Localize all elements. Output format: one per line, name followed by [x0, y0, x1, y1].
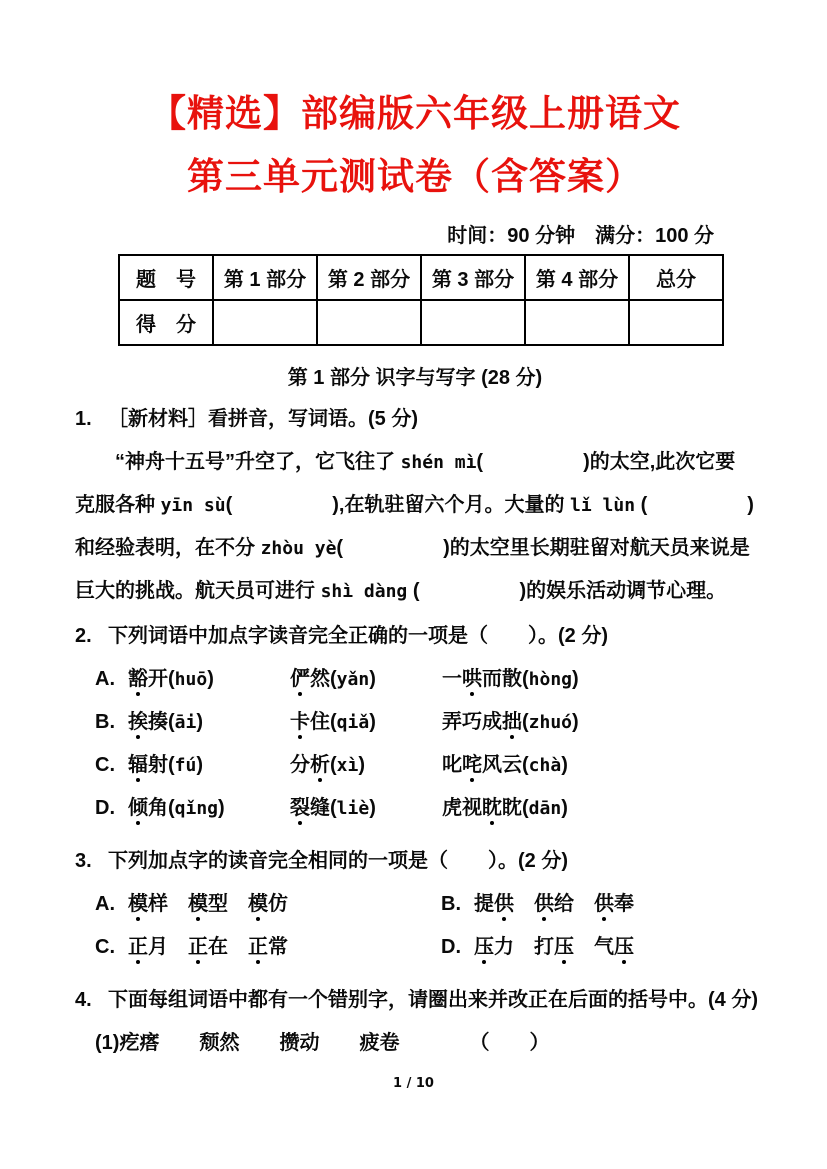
question-3-option-C: [95, 926, 441, 969]
option-word: 卡住(qiǎ): [290, 711, 376, 733]
question-3-option-D: [441, 926, 634, 969]
title-line-2: 第三单元测试卷（含答案）: [187, 156, 643, 197]
option-words: 压力 打压 气压: [474, 936, 634, 958]
page-number: 1 / 10: [393, 1076, 434, 1091]
option-label: D.: [95, 797, 115, 819]
question-2: [75, 615, 755, 830]
score-table-header-part1: 第 1 部分: [213, 255, 317, 300]
question-1-paragraph-line: 克服各种 yīn sù( ),在轨驻留六个月。大量的 lǐ lùn ( ): [75, 494, 754, 516]
question-2-option-A: [95, 658, 755, 701]
question-1-stem-text: ［新材料］看拼音，写词语。(5 分): [108, 408, 418, 430]
score-cell-part2: [317, 300, 421, 345]
score-table-header-part3: 第 3 部分: [421, 255, 525, 300]
question-4-stem-text: 下面每组词语中都有一个错别字，请圈出来并改正在后面的括号中。(4 分): [108, 989, 758, 1011]
score-table: [118, 254, 724, 346]
option-label: D.: [441, 936, 461, 958]
score-cell-total: [629, 300, 723, 345]
score-cell-part4: [525, 300, 629, 345]
section-1-heading: 第 1 部分 识字与写字 (28 分): [287, 367, 543, 389]
question-1-paragraph-line: 巨大的挑战。航天员可进行 shì dàng ( )的娱乐活动调节心理。: [75, 580, 727, 602]
question-4-number: 4.: [75, 989, 92, 1011]
option-label: B.: [95, 711, 115, 733]
question-4-stem: [75, 979, 758, 1022]
question-2-option-D: [95, 787, 755, 830]
question-2-stem-text: 下列词语中加点字读音完全正确的一项是（ ）。(2 分): [108, 625, 608, 647]
title-line-1: 【精选】部编版六年级上册语文: [149, 93, 681, 134]
option-word: 豁开(huō): [128, 668, 214, 690]
option-words: 模样 模型 模仿: [128, 893, 288, 915]
question-1: [75, 398, 755, 613]
option-word: 倾角(qǐng): [128, 797, 225, 819]
question-3-number: 3.: [75, 850, 92, 872]
question-3-stem: [75, 840, 755, 883]
question-3-row-1: [95, 883, 755, 926]
question-2-number: 2.: [75, 625, 92, 647]
question-3-stem-text: 下列加点字的读音完全相同的一项是（ ）。(2 分): [108, 850, 568, 872]
option-word: 裂缝(liè): [290, 797, 376, 819]
option-word: 弄巧成拙(zhuó): [442, 711, 579, 733]
option-word: 俨然(yǎn): [290, 668, 376, 690]
option-word: 辐射(fú): [128, 754, 204, 776]
option-word: 叱咤风云(chà): [442, 754, 568, 776]
option-label: A.: [95, 893, 115, 915]
score-cell-part3: [421, 300, 525, 345]
option-label: C.: [95, 936, 115, 958]
option-word: 一哄而散(hòng): [442, 668, 579, 690]
score-table-header-part2: 第 2 部分: [317, 255, 421, 300]
option-label: C.: [95, 754, 115, 776]
score-table-header-row: [119, 255, 723, 300]
question-1-stem: [75, 398, 755, 441]
question-1-paragraph-line: “神舟十五号”升空了，它飞往了 shén mì( )的太空,此次它要: [75, 451, 736, 473]
question-3-option-B: [441, 883, 634, 926]
question-3: [75, 840, 755, 969]
question-3-option-A: [95, 883, 441, 926]
option-words: 提供 供给 供奉: [474, 893, 634, 915]
score-table-header-topic: 题 号: [119, 255, 213, 300]
score-table-score-row: [119, 300, 723, 345]
question-2-stem: [75, 615, 755, 658]
question-1-number: 1.: [75, 408, 92, 430]
question-4: [75, 979, 758, 1065]
question-2-option-C: [95, 744, 755, 787]
option-word: 挨揍(āi): [128, 711, 204, 733]
score-table-header-total: 总分: [629, 255, 723, 300]
option-word: 分析(xì): [290, 754, 366, 776]
option-word: 虎视眈眈(dān): [442, 797, 568, 819]
question-2-option-B: [95, 701, 755, 744]
question-3-row-2: [95, 926, 755, 969]
page-title: [75, 95, 755, 195]
option-label: A.: [95, 668, 115, 690]
option-label: B.: [441, 893, 461, 915]
score-row-label: 得 分: [119, 300, 213, 345]
question-1-paragraph-line: 和经验表明，在不分 zhòu yè( )的太空里长期驻留对航天员来说是: [75, 537, 750, 559]
score-cell-part1: [213, 300, 317, 345]
time-score-line: 时间：90 分钟 满分：100 分: [447, 225, 714, 247]
question-4-item-1: (1)疙瘩 颓然 攒动 疲卷 （ ）: [95, 1032, 550, 1054]
option-words: 正月 正在 正常: [128, 936, 288, 958]
score-table-header-part4: 第 4 部分: [525, 255, 629, 300]
